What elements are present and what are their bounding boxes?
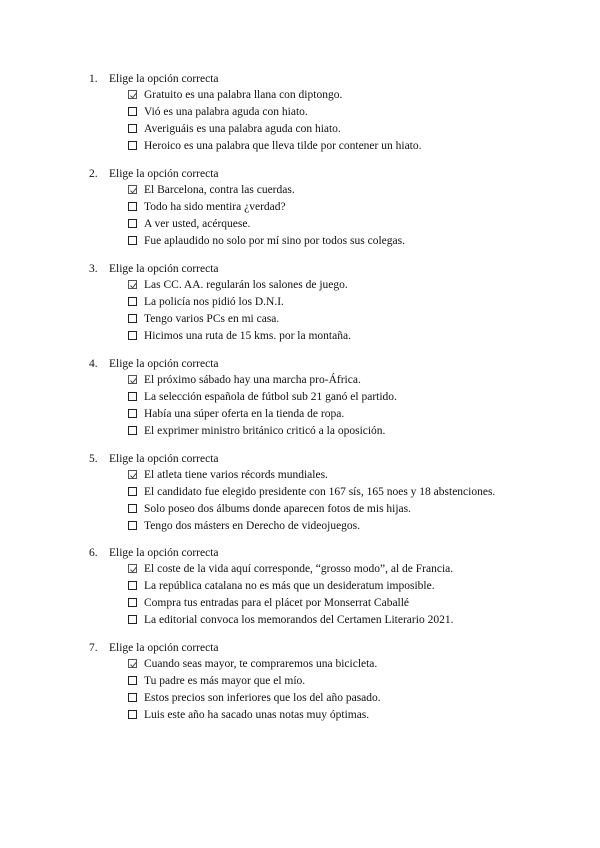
option-label: Solo poseo dos álbums donde aparecen fotos de mis hijas. xyxy=(144,503,412,515)
option-item[interactable] xyxy=(0,595,600,612)
option-item[interactable] xyxy=(0,423,600,440)
checkbox[interactable] xyxy=(128,710,137,719)
option-item[interactable] xyxy=(0,484,600,501)
option-label: Tengo varios PCs en mi casa. xyxy=(144,313,280,325)
option-label: Luis este año ha sacado unas notas muy óptimas. xyxy=(144,709,370,721)
question-prompt: Elige la opción correcta xyxy=(109,168,219,180)
option-label: Gratuito es una palabra llana con diptongo. xyxy=(144,89,343,101)
checkbox[interactable] xyxy=(128,90,137,99)
checkbox[interactable] xyxy=(128,615,137,624)
check-icon xyxy=(129,281,138,290)
option-label: La república catalana no es más que un desideratum imposible. xyxy=(144,580,435,592)
option-label: El atleta tiene varios récords mundiales. xyxy=(144,469,328,481)
question-5 xyxy=(0,451,600,535)
option-item[interactable] xyxy=(0,138,600,155)
question-number: 5. xyxy=(89,453,98,465)
option-label: A ver usted, acérquese. xyxy=(144,218,251,230)
option-item[interactable] xyxy=(0,467,600,484)
option-label: La selección española de fútbol sub 21 ganó el partido. xyxy=(144,391,397,403)
option-item[interactable] xyxy=(0,707,600,724)
checkbox[interactable] xyxy=(128,581,137,590)
question-number: 3. xyxy=(89,263,98,275)
question-prompt: Elige la opción correcta xyxy=(109,263,219,275)
option-label: Hicimos una ruta de 15 kms. por la montaña. xyxy=(144,330,351,342)
option-label: Vió es una palabra aguda con hiato. xyxy=(144,106,308,118)
checkbox[interactable] xyxy=(128,219,137,228)
option-label: El candidato fue elegido presidente con 167 sís, 165 noes y 18 abstenciones. xyxy=(144,486,496,498)
question-number: 7. xyxy=(89,642,98,654)
checkbox[interactable] xyxy=(128,426,137,435)
question-number: 4. xyxy=(89,358,98,370)
option-item[interactable] xyxy=(0,294,600,311)
option-label: El coste de la vida aquí corresponde, “grosso modo”, al de Francia. xyxy=(144,563,454,575)
option-item[interactable] xyxy=(0,518,600,535)
checkbox[interactable] xyxy=(128,280,137,289)
option-item[interactable] xyxy=(0,104,600,121)
check-icon xyxy=(129,376,138,385)
checkbox[interactable] xyxy=(128,693,137,702)
checkbox[interactable] xyxy=(128,470,137,479)
checkbox[interactable] xyxy=(128,409,137,418)
check-icon xyxy=(129,660,138,669)
checkbox[interactable] xyxy=(128,297,137,306)
question-7 xyxy=(0,640,600,724)
option-label: Cuando seas mayor, te compraremos una bicicleta. xyxy=(144,658,378,670)
checkbox[interactable] xyxy=(128,331,137,340)
checkbox[interactable] xyxy=(128,202,137,211)
question-3 xyxy=(0,261,600,345)
checkbox[interactable] xyxy=(128,124,137,133)
option-item[interactable] xyxy=(0,501,600,518)
option-item[interactable] xyxy=(0,87,600,104)
option-label: Tengo dos másters en Derecho de videojuegos. xyxy=(144,520,361,532)
option-item[interactable] xyxy=(0,389,600,406)
option-label: Todo ha sido mentira ¿verdad? xyxy=(144,201,286,213)
check-icon xyxy=(129,471,138,480)
checkbox[interactable] xyxy=(128,676,137,685)
option-item[interactable] xyxy=(0,673,600,690)
option-item[interactable] xyxy=(0,216,600,233)
option-label: Había una súper oferta en la tienda de ropa. xyxy=(144,408,345,420)
option-label: Fue aplaudido no solo por mí sino por todos sus colegas. xyxy=(144,235,405,247)
option-label: Compra tus entradas para el plácet por Monserrat Caballé xyxy=(144,597,410,609)
checkbox[interactable] xyxy=(128,314,137,323)
option-item[interactable] xyxy=(0,311,600,328)
option-label: Heroico es una palabra que lleva tilde por contener un hiato. xyxy=(144,140,422,152)
option-item[interactable] xyxy=(0,233,600,250)
option-item[interactable] xyxy=(0,612,600,629)
checkbox[interactable] xyxy=(128,141,137,150)
question-prompt: Elige la opción correcta xyxy=(109,358,219,370)
option-label: El exprimer ministro británico criticó a la oposición. xyxy=(144,425,386,437)
option-item[interactable] xyxy=(0,561,600,578)
question-1 xyxy=(0,71,600,155)
option-label: Averiguáis es una palabra aguda con hiato. xyxy=(144,123,341,135)
option-label: La policía nos pidió los D.N.I. xyxy=(144,296,284,308)
question-prompt: Elige la opción correcta xyxy=(109,547,219,559)
option-item[interactable] xyxy=(0,121,600,138)
option-label: Estos precios son inferiores que los del año pasado. xyxy=(144,692,381,704)
question-prompt: Elige la opción correcta xyxy=(109,642,219,654)
option-item[interactable] xyxy=(0,406,600,423)
question-prompt: Elige la opción correcta xyxy=(109,453,219,465)
check-icon xyxy=(129,186,138,195)
question-4 xyxy=(0,356,600,440)
option-label: El próximo sábado hay una marcha pro-África. xyxy=(144,374,361,386)
checkbox[interactable] xyxy=(128,487,137,496)
question-6 xyxy=(0,545,600,629)
option-item[interactable] xyxy=(0,656,600,673)
option-item[interactable] xyxy=(0,690,600,707)
checkbox[interactable] xyxy=(128,504,137,513)
option-item[interactable] xyxy=(0,199,600,216)
checkbox[interactable] xyxy=(128,564,137,573)
checkbox[interactable] xyxy=(128,107,137,116)
checkbox[interactable] xyxy=(128,598,137,607)
checkbox[interactable] xyxy=(128,392,137,401)
option-label: El Barcelona, contra las cuerdas. xyxy=(144,184,295,196)
option-item[interactable] xyxy=(0,578,600,595)
checkbox[interactable] xyxy=(128,521,137,530)
checkbox[interactable] xyxy=(128,185,137,194)
question-prompt: Elige la opción correcta xyxy=(109,73,219,85)
check-icon xyxy=(129,565,138,574)
checkbox[interactable] xyxy=(128,375,137,384)
option-label: La editorial convoca los memorandos del Certamen Literario 2021. xyxy=(144,614,454,626)
check-icon xyxy=(129,91,138,100)
option-item[interactable] xyxy=(0,328,600,345)
question-number: 6. xyxy=(89,547,98,559)
option-item[interactable] xyxy=(0,372,600,389)
option-item[interactable] xyxy=(0,182,600,199)
question-number: 1. xyxy=(89,73,98,85)
question-number: 2. xyxy=(89,168,98,180)
option-item[interactable] xyxy=(0,277,600,294)
option-label: Tu padre es más mayor que el mío. xyxy=(144,675,306,687)
checkbox[interactable] xyxy=(128,236,137,245)
question-2 xyxy=(0,166,600,250)
checkbox[interactable] xyxy=(128,659,137,668)
option-label: Las CC. AA. regularán los salones de juego. xyxy=(144,279,348,291)
